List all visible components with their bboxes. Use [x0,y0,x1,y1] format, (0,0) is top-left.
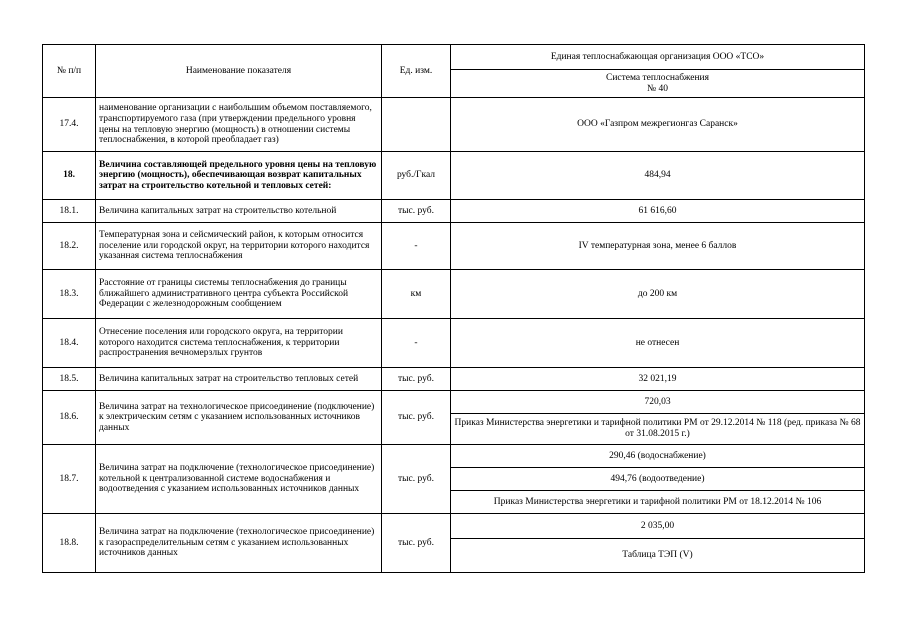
table-row [43,391,865,414]
row-name: Расстояние от границы системы теплоснабжения до границы ближайшего административного центра субъекта Российской Федерации с железнодорожным сообщением [96,270,382,319]
table-row [43,319,865,368]
row-unit: - [382,319,451,368]
table-row [43,152,865,200]
row-source: Таблица ТЭП (V) [451,539,865,573]
table-row [43,514,865,539]
row-name: Величина капитальных затрат на строительство котельной [96,200,382,223]
table-row [43,368,865,391]
row-source: Приказ Министерства энергетики и тарифной политики РМ от 29.12.2014 № 118 (ред. приказа № 68 от 31.08.2015 г.) [451,414,865,445]
table-row [43,270,865,319]
row-value: 484,94 [451,152,865,200]
row-value: до 200 км [451,270,865,319]
row-value: 720,03 [451,391,865,414]
row-unit: тыс. руб. [382,368,451,391]
table-row [43,200,865,223]
header-name: Наименование показателя [96,45,382,98]
row-name: Величина затрат на технологическое присоединение (подключение) к электрическим сетям с указанием использованных источников данных [96,391,382,445]
header-system [451,70,865,98]
row-num: 18.4. [43,319,96,368]
row-num: 18.2. [43,223,96,270]
row-value: 290,46 (водоснабжение) [451,445,865,468]
row-unit: тыс. руб. [382,445,451,514]
row-num: 18.1. [43,200,96,223]
header-num: № п/п [43,45,96,98]
row-value: не отнесен [451,319,865,368]
row-num: 18. [43,152,96,200]
row-name: Величина затрат на подключение (технологическое присоединение) к газораспределительным сетям с указанием использованных источников данных [96,514,382,573]
table-row [43,445,865,468]
row-unit: тыс. руб. [382,391,451,445]
row-name: Отнесение поселения или городского округа, на территории которого находится система теплоснабжения, к территории распространения вечномерзлых грунтов [96,319,382,368]
row-name: Величина составляющей предельного уровня цены на тепловую энергию (мощность), обеспечивающая возврат капитальных затрат на строительство котельной и тепловых сетей: [96,152,382,200]
header-org: Единая теплоснабжающая организация ООО «ТСО» [451,45,865,70]
row-num: 18.8. [43,514,96,573]
row-num: 18.5. [43,368,96,391]
header-system-label: Система теплоснабжения [605,72,710,83]
row-value: IV температурная зона, менее 6 баллов [451,223,865,270]
indicator-table [42,44,865,573]
row-name: наименование организации с наибольшим объемом поставляемого, транспортируемого газа (при утверждении предельного уровня цены на тепловую энергию (мощность) в отношении системы теплоснабжения, в которой преобладает газ) [96,98,382,152]
row-num: 17.4. [43,98,96,152]
row-value-2: 494,76 (водоотведение) [451,468,865,491]
row-num: 18.3. [43,270,96,319]
header-system-number: № 40 [647,83,668,94]
row-unit: руб./Гкал [382,152,451,200]
row-source: Приказ Министерства энергетики и тарифной политики РМ от 18.12.2014 № 106 [451,491,865,514]
row-value: 2 035,00 [451,514,865,539]
row-value: 61 616,60 [451,200,865,223]
row-unit: км [382,270,451,319]
row-num: 18.7. [43,445,96,514]
row-value: ООО «Газпром межрегионгаз Саранск» [451,98,865,152]
row-unit: тыс. руб. [382,514,451,573]
row-value: 32 021,19 [451,368,865,391]
row-name: Величина капитальных затрат на строительство тепловых сетей [96,368,382,391]
table-row [43,223,865,270]
row-unit: тыс. руб. [382,200,451,223]
row-num: 18.6. [43,391,96,445]
row-name: Величина затрат на подключение (технологическое присоединение) котельной к централизованной системе водоснабжения и водоотведения с указанием использованных источников данных [96,445,382,514]
header-unit: Ед. изм. [382,45,451,98]
row-name: Температурная зона и сейсмический район, к которым относится поселение или городской округ, на территории которого находится указанная система теплоснабжения [96,223,382,270]
row-unit: - [382,223,451,270]
row-unit [382,98,451,152]
table-row [43,98,865,152]
